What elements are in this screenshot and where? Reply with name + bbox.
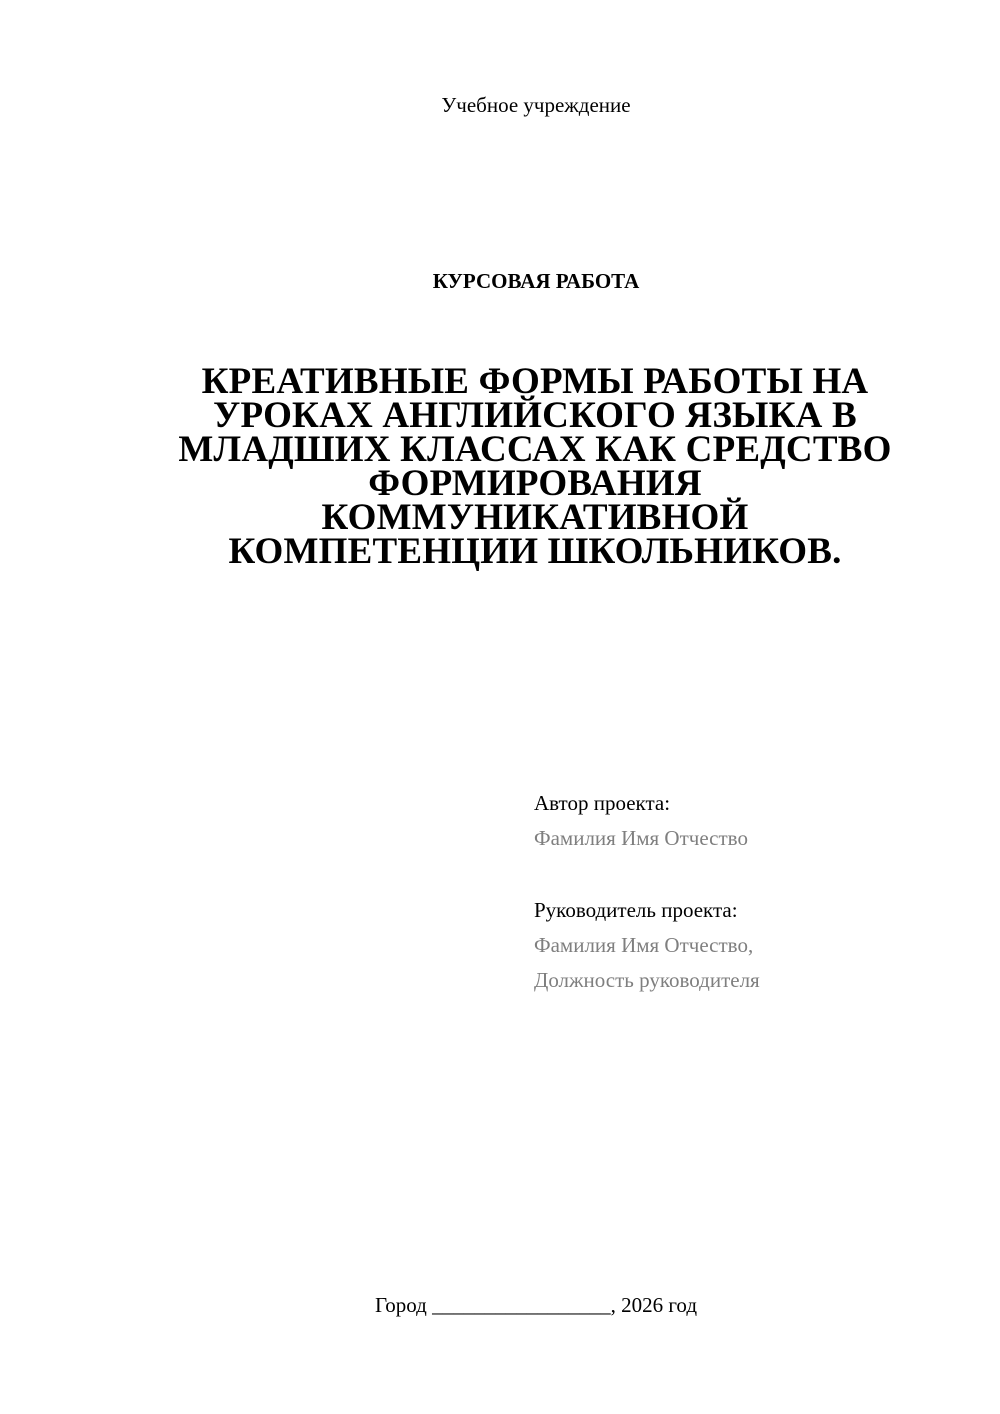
title-line: КРЕАТИВНЫЕ ФОРМЫ РАБОТЫ НА bbox=[201, 361, 869, 402]
supervisor-label: Руководитель проекта: bbox=[534, 898, 738, 922]
work-type-heading: КУРСОВАЯ РАБОТА bbox=[432, 269, 640, 293]
city-year-line: Город _________________, 2026 год bbox=[374, 1293, 698, 1317]
author-block bbox=[534, 790, 974, 851]
title-line: КОММУНИКАТИВНОЙ bbox=[321, 497, 749, 538]
author-name: Фамилия Имя Отчество bbox=[534, 826, 748, 850]
document-title bbox=[140, 361, 930, 572]
author-label: Автор проекта: bbox=[534, 791, 671, 815]
institution-name: Учебное учреждение bbox=[441, 93, 631, 117]
supervisor-position: Должность руководителя bbox=[534, 968, 760, 992]
title-line: МЛАДШИХ КЛАССАХ КАК СРЕДСТВО bbox=[178, 429, 892, 470]
supervisor-name: Фамилия Имя Отчество, bbox=[534, 933, 754, 957]
title-line: УРОКАХ АНГЛИЙСКОГО ЯЗЫКА В bbox=[213, 395, 857, 436]
title-line: КОМПЕТЕНЦИИ ШКОЛЬНИКОВ. bbox=[228, 531, 842, 572]
title-line: ФОРМИРОВАНИЯ bbox=[368, 463, 702, 504]
supervisor-block bbox=[534, 897, 974, 993]
